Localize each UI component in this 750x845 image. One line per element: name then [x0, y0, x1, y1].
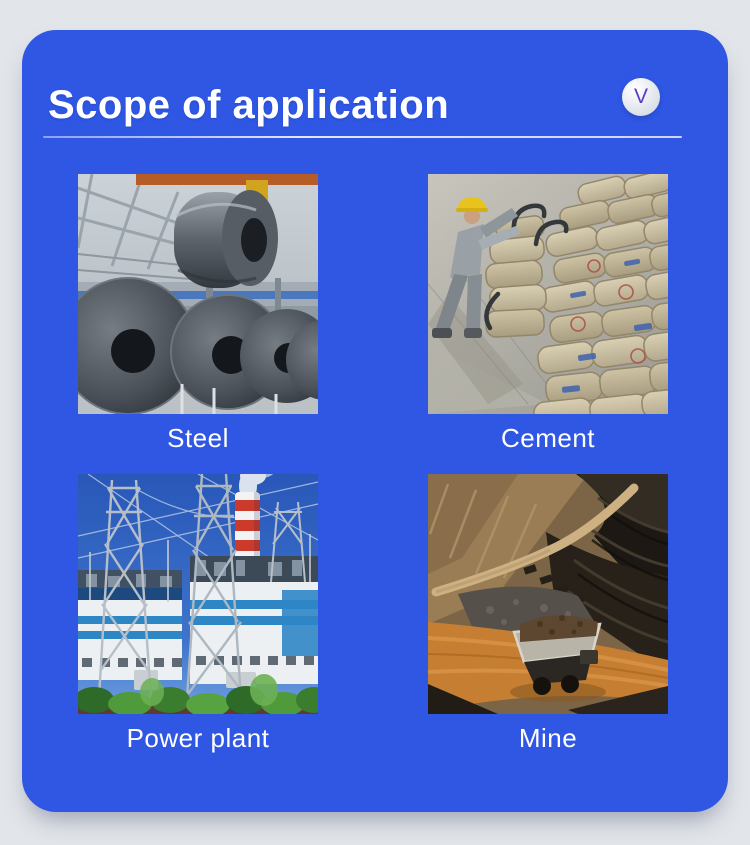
application-label-steel: Steel: [167, 423, 229, 453]
cement-photo-illustration: [428, 174, 668, 414]
steel-coils-factory-photo: [78, 174, 318, 414]
steel-photo-illustration: [78, 174, 318, 414]
open-pit-mine-photo: [428, 474, 668, 714]
application-item-cement: [428, 174, 668, 454]
section-title: Scope of application: [48, 83, 450, 127]
application-item-mine: [428, 474, 668, 754]
application-label-cement: Cement: [500, 423, 596, 453]
application-label-mine: Mine: [518, 723, 578, 753]
application-item-steel: [78, 174, 318, 454]
title-divider: [43, 136, 682, 138]
cement-bags-warehouse-photo: [428, 174, 668, 414]
v-badge-letter: V: [633, 84, 648, 108]
mine-photo-illustration: [428, 474, 668, 714]
content-card: [22, 30, 728, 812]
power-plant-photo-illustration: [78, 474, 318, 714]
application-item-power-plant: [78, 474, 318, 754]
v-badge: [622, 78, 660, 116]
application-label-power-plant: Power plant: [126, 723, 270, 753]
power-plant-photo: [78, 474, 318, 714]
